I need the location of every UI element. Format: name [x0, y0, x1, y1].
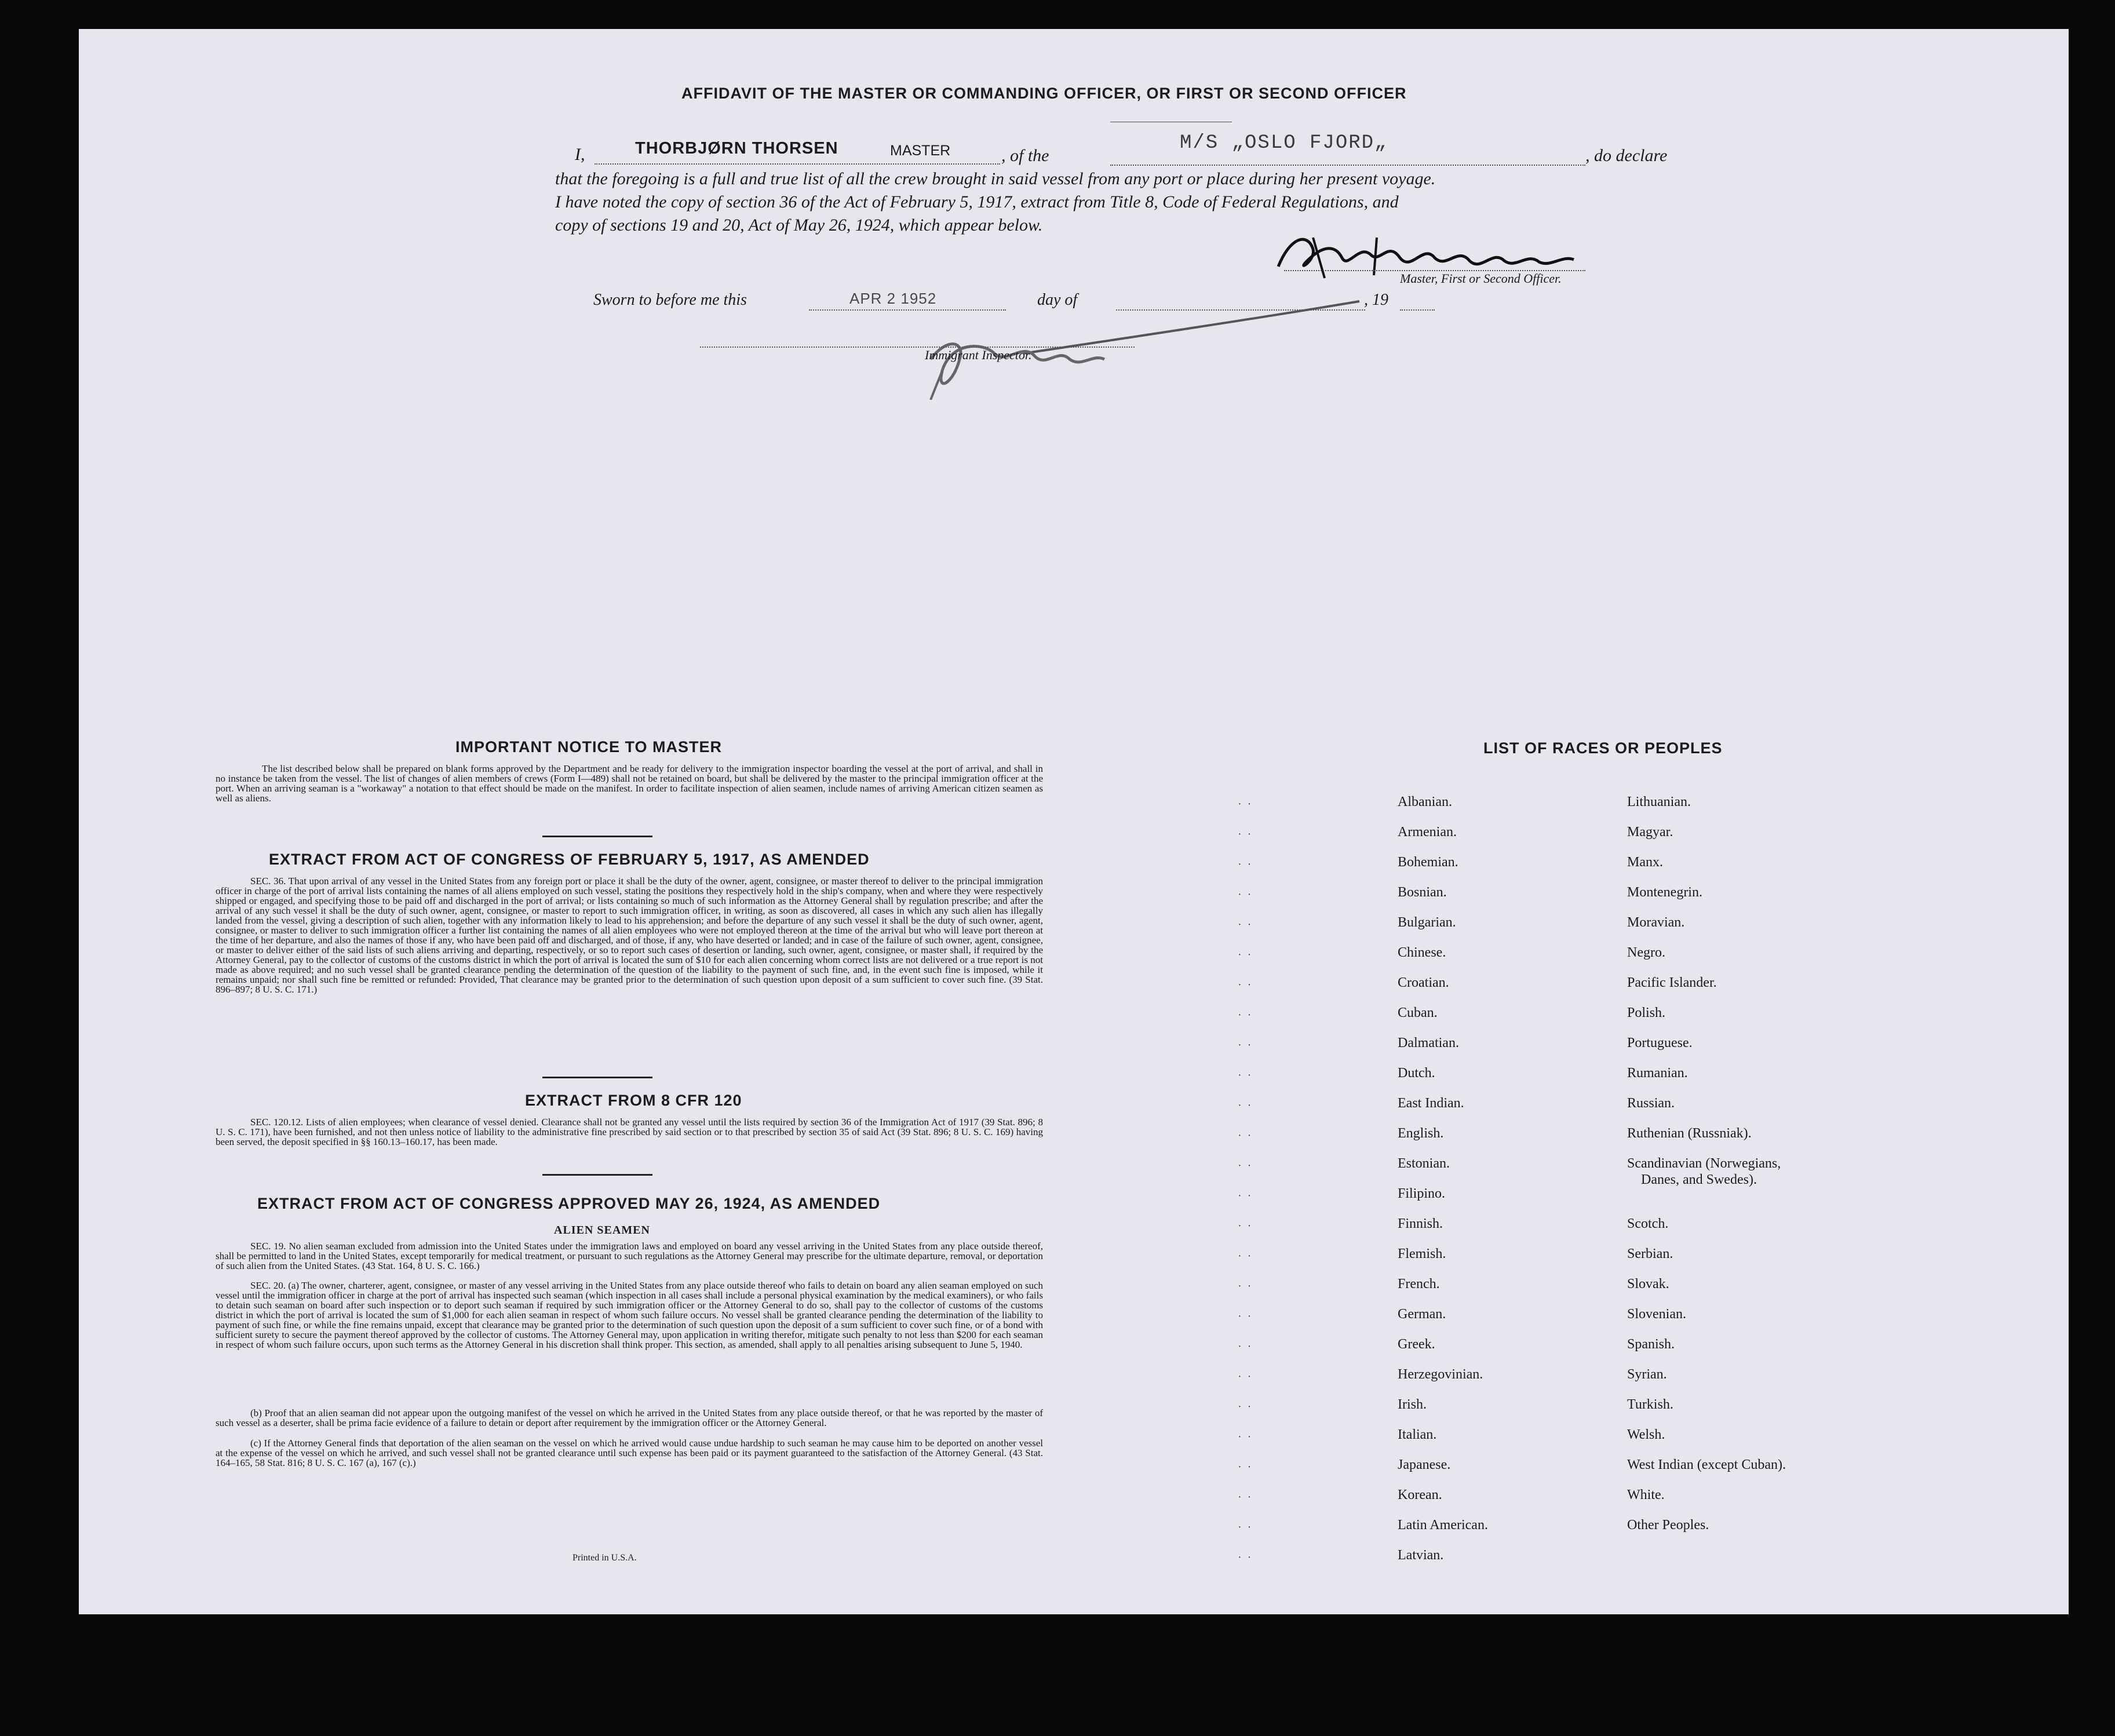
races-right-column	[1627, 787, 1786, 1540]
printed-in-usa: Printed in U.S.A.	[572, 1553, 637, 1563]
race-item: Filipino.	[1398, 1186, 1446, 1201]
race-item: Dalmatian.	[1398, 1035, 1459, 1051]
race-item: Albanian.	[1398, 794, 1452, 809]
race-item: Pacific Islander.	[1627, 975, 1717, 990]
vessel-fill-line	[1110, 165, 1585, 166]
sec-20a-body: SEC. 20. (a) The owner, charterer, agent, consignee, or master of any vessel arriving in the United States from any place outside thereof who fails to detain on board any alien seaman employed on such vessel until the immigration officer in charge at the port of arrival has inspected such seaman (which inspection in all cases shall include a personal physical examination by the medical examiners), or who fails to detain such seaman on board after such inspection or to deport such seaman if required by such immigration officer or the Attorney General to do so, shall pay to the collector of customs of the customs district in which the port of arrival is located the sum of $1,000 for each alien seaman in respect of whom such failure occurs. No vessel shall be granted clearance pending the determination of the liability to payment of such fine, or while the fine remains unpaid, except that clearance may be granted prior to the determination of such question upon the deposit of a sum sufficient to cover such fine, or of a bond with sufficient surety to secure the payment thereof approved by the collector of customs. The Attorney General may, upon application in writing therefor, mitigate such penalty to not less than $200 for each seaman in respect of whom such failure occurs, upon such terms as the Attorney General in his discretion shall think proper. This section, as amended, shall apply to all penalties arising subsequent to June 5, 1940.	[216, 1280, 1043, 1350]
race-item: Herzegovinian.	[1398, 1367, 1483, 1382]
race-item: Other Peoples.	[1627, 1518, 1709, 1533]
race-item: Syrian.	[1627, 1367, 1667, 1382]
race-item: Finnish.	[1398, 1216, 1443, 1231]
declaration-line-4: copy of sections 19 and 20, Act of May 26, 1924, which appear below.	[555, 216, 1043, 235]
race-item: Cuban.	[1398, 1005, 1438, 1020]
inspector-signature	[849, 255, 1371, 400]
race-item: Ruthenian (Russniak).	[1627, 1126, 1752, 1141]
sec-20c-body: (c) If the Attorney General finds that deportation of the alien seaman on the vessel on which he arrived would cause undue hardship to such seaman he may cause him to be deported on another vessel at the expense of the vessel on which he arrived, and such vessel shall not be granted clearance until such expense has been paid or its payment guaranteed to the satisfaction of the Attorney General. (43 Stat. 164–165, 58 Stat. 816; 8 U. S. C. 167 (a), 167 (c).)	[216, 1438, 1043, 1468]
race-item: English.	[1398, 1126, 1444, 1141]
race-item: Slovak.	[1627, 1277, 1669, 1292]
race-item: Montenegrin.	[1627, 885, 1702, 900]
declaration-line-3: I have noted the copy of section 36 of the Act of February 5, 1917, extract from Title 8, Code of Federal Regulations, and	[555, 192, 1399, 211]
race-item: Rumanian.	[1627, 1066, 1688, 1081]
race-item: Croatian.	[1398, 975, 1449, 990]
race-item: Negro.	[1627, 945, 1665, 960]
race-item: Magyar.	[1627, 825, 1673, 840]
sec-19-body: SEC. 19. No alien seaman excluded from admission into the United States under the immigration laws and employed on board any vessel arriving in the United States from any place outside thereof, shall be permitted to land in the United States, except temporarily for medical treatment, or pursuant to such regulations as the Attorney General may prescribe for the ultimate departure, removal, or deportation of such alien from the United States. (43 Stat. 164, 8 U. S. C. 166.)	[216, 1241, 1043, 1271]
vessel-name-typed: M/S „OSLO FJORD„	[1180, 132, 1388, 154]
year-prefix: , 19	[1364, 291, 1388, 309]
sec-20b-body: (b) Proof that an alien seaman did not appear upon the outgoing manifest of the vessel on which he arrived in the United States from any place outside thereof, or that he was reported by the master of such vessel as a deserter, shall be prima facie evidence of a failure to detain or deport after requirement by the immigration officer or the Attorney General.	[216, 1407, 1043, 1428]
race-item: Italian.	[1398, 1427, 1437, 1442]
race-item: Chinese.	[1398, 945, 1446, 960]
race-item: Russian.	[1627, 1096, 1675, 1111]
race-item: Slovenian.	[1627, 1307, 1686, 1322]
extract-8cfr-body: SEC. 120.12. Lists of alien employees; when clearance of vessel denied. Clearance shall not be granted any vessel until the lists required by section 36 of the Immigration Act of 1917 (39 Stat. 896; 8 U. S. C. 171), have been furnished, and not then unless notice of liability to the administrative fine prescribed by said section or to that prescribed by section 35 of said Act (39 Stat. 896; 8 U. S. C. 169) having been served, the deposit specified in §§ 160.13–160.17, has been made.	[216, 1117, 1043, 1147]
declaration-i-label: I,	[575, 145, 585, 164]
race-item: Scotch.	[1627, 1216, 1669, 1231]
race-item: Serbian.	[1627, 1246, 1673, 1261]
document-sheet	[79, 29, 2069, 1614]
notice-title: IMPORTANT NOTICE TO MASTER	[455, 738, 722, 756]
race-item: East Indian.	[1398, 1096, 1464, 1111]
race-item: Polish.	[1627, 1005, 1666, 1020]
race-item: Armenian.	[1398, 825, 1457, 840]
race-scandinavian-line-2: Danes, and Swedes).	[1641, 1172, 1757, 1187]
master-signature-caption: Master, First or Second Officer.	[1400, 271, 1562, 286]
affidavit-title: AFFIDAVIT OF THE MASTER OR COMMANDING OFFICER, OR FIRST OR SECOND OFFICER	[681, 85, 1407, 102]
race-item: Estonian.	[1398, 1156, 1450, 1171]
leader-dots: · · · · · · · · · · · · · · · · · · · · · · · · · · · · · · · · · · · · · · · · · · · · · · · · · · · ·	[1238, 798, 1252, 1564]
do-declare-label: , do declare	[1585, 146, 1668, 165]
race-item: Greek.	[1398, 1337, 1435, 1352]
race-item: Welsh.	[1627, 1427, 1665, 1442]
race-item: Lithuanian.	[1627, 794, 1691, 809]
races-title: LIST OF RACES OR PEOPLES	[1483, 739, 1723, 757]
race-item: Latvian.	[1398, 1548, 1444, 1563]
sworn-date-stamp: APR 2 1952	[849, 290, 937, 307]
notice-body: The list described below shall be prepared on blank forms approved by the Department and be ready for delivery to the immigration inspector boarding the vessel at the port of arrival, and shall in no instance be taken from the vessel. The list of changes of alien members of crews (Form I—489) shall not be retained on board, but shall be delivered by the master to the principal immigration officer at the port. When an arriving seaman is a "workaway" a notation to that effect should be made on the manifest. In order to facilitate inspection of alien seamen, include names of arriving American citizen seamen as well as aliens.	[216, 763, 1043, 804]
race-item: Portuguese.	[1627, 1035, 1693, 1051]
race-item-scandinavian	[1627, 1148, 1786, 1209]
declaration-line-2: that the foregoing is a full and true list of all the crew brought in said vessel from any port or place during her present voyage.	[555, 169, 1436, 188]
race-item: Flemish.	[1398, 1246, 1446, 1261]
race-item: Dutch.	[1398, 1066, 1435, 1081]
extract-1917-body: SEC. 36. That upon arrival of any vessel in the United States from any foreign port or place it shall be the duty of the owner, agent, consignee, or master thereof to deliver to the principal immigration officer in charge of the port of arrival lists containing the names of all aliens employed on such vessel, stating the positions they respectively hold in the ship's company, when and where they were respectively shipped or engaged, and specifying those to be paid off and discharged in the port of arrival; or lists containing so much of such information as the Attorney General shall by regulation prescribe; and after the arrival of any such vessel it shall be the duty of such owner, agent, consignee, or master to report to such immigration officer, in writing, as soon as discovered, all cases in which any such alien has illegally landed from the vessel, giving a description of such alien, together with any information likely to lead to his apprehension; and before the departure of any such vessel it shall be the duty of such owner, agent, consignee, or master to deliver to such immigration officer a further list containing the names of all alien employees who were not employed thereon at the time of the arrival but who will leave port thereon at the time of her departure, and also the names of those if any, who have been paid off and discharged, and of those, if any, who have deserted or landed; and in case of the failure of such owner, agent, consignee, or master to deliver either of the said lists of such aliens arriving and departing, respectively, or so to report such cases of desertion or landing, such owner, agent, consignee, or master shall, if required by the Attorney General, pay to the collector of customs of the customs district in which the port of arrival is located the sum of $10 for each alien concerning whom correct lists are not delivered or a true report is not made as above required; and no such vessel shall be granted clearance pending the determination of the question of the liability to the payment of such fine, and, in the event such fine is imposed, while it remains unpaid; nor shall such fine be remitted or refunded: Provided, That clearance may be granted prior to the determination of such question upon deposit of a sum sufficient to cover such fine. (39 Stat. 896–897; 8 U. S. C. 171.)	[216, 876, 1043, 995]
races-left-column	[1398, 787, 1488, 1570]
race-scandinavian-line-1: Scandinavian (Norwegians,	[1627, 1156, 1781, 1171]
race-item: French.	[1398, 1277, 1440, 1292]
day-of-label: day of	[1037, 291, 1078, 309]
inspector-caption: Immigrant Inspector.	[925, 348, 1032, 362]
race-item: Irish.	[1398, 1397, 1427, 1412]
race-item: Manx.	[1627, 855, 1663, 870]
master-name-typed: THORBJØRN THORSEN	[635, 139, 838, 158]
race-item: Bohemian.	[1398, 855, 1458, 870]
race-item: Latin American.	[1398, 1518, 1488, 1533]
inspector-signature-line	[700, 347, 1135, 348]
section-divider	[542, 1174, 652, 1176]
sworn-label: Sworn to before me this	[593, 291, 747, 309]
section-divider	[542, 836, 652, 837]
race-item: Bulgarian.	[1398, 915, 1456, 930]
race-item: Spanish.	[1627, 1337, 1675, 1352]
name-fill-line	[595, 163, 1000, 165]
race-item: German.	[1398, 1307, 1446, 1322]
race-item: Japanese.	[1398, 1457, 1451, 1472]
alien-seamen-subtitle: ALIEN SEAMEN	[554, 1224, 650, 1237]
section-divider	[542, 1077, 652, 1078]
race-item: Bosnian.	[1398, 885, 1447, 900]
of-the-label: , of the	[1001, 146, 1049, 165]
race-item: Moravian.	[1627, 915, 1685, 930]
race-item: White.	[1627, 1487, 1665, 1502]
race-item: Turkish.	[1627, 1397, 1673, 1412]
master-rank-typed: MASTER	[890, 143, 951, 159]
extract-8cfr-title: EXTRACT FROM 8 CFR 120	[525, 1092, 742, 1109]
race-item: Korean.	[1398, 1487, 1442, 1502]
extract-1917-title: EXTRACT FROM ACT OF CONGRESS OF FEBRUARY 5, 1917, AS AMENDED	[269, 851, 870, 868]
race-item: West Indian (except Cuban).	[1627, 1457, 1786, 1472]
extract-1924-title: EXTRACT FROM ACT OF CONGRESS APPROVED MAY 26, 1924, AS AMENDED	[257, 1195, 881, 1212]
year-fill-line	[1400, 309, 1435, 311]
